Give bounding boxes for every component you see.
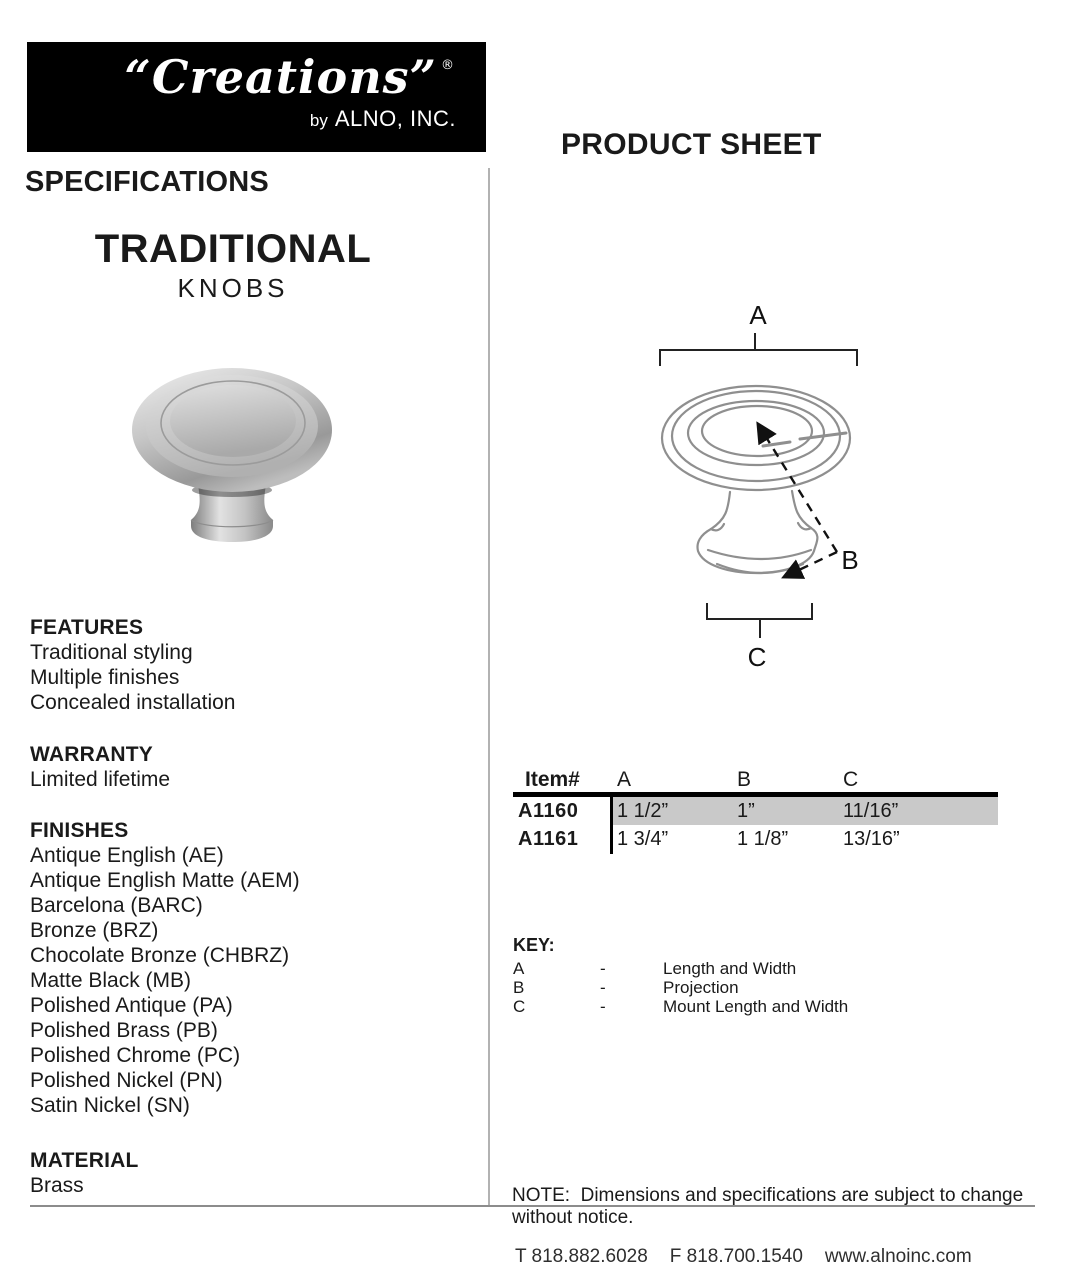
dim-label-c: C	[747, 642, 767, 672]
key-letter: A	[513, 959, 525, 978]
col-header-b: B	[737, 768, 752, 791]
specifications-heading: SPECIFICATIONS	[25, 166, 269, 198]
col-header-c: C	[843, 768, 859, 791]
dim-c-bracket	[707, 603, 812, 638]
registered-trademark-icon: ®	[441, 58, 454, 73]
feature-item: Multiple finishes	[30, 666, 180, 689]
dim-a-value: 1 1/2”	[610, 797, 730, 825]
table-row	[513, 797, 998, 825]
warranty-item: Limited lifetime	[30, 768, 171, 791]
finish-item: Barcelona (BARC)	[30, 894, 203, 917]
key-description: Mount Length and Width	[663, 997, 849, 1016]
key-block	[513, 936, 848, 1016]
logo-byline-by: by	[309, 111, 328, 130]
material-section	[30, 1148, 470, 1198]
footer	[515, 1246, 972, 1268]
material-heading: MATERIAL	[30, 1149, 139, 1172]
warranty-section	[30, 742, 470, 792]
features-heading: FEATURES	[30, 616, 144, 639]
key-separator: -	[600, 959, 606, 978]
title-block	[0, 228, 466, 304]
warranty-heading: WARRANTY	[30, 743, 153, 766]
key-row	[513, 959, 848, 978]
finish-item: Satin Nickel (SN)	[30, 1094, 190, 1117]
footer-phone-t: T 818.882.6028	[515, 1246, 648, 1267]
page-subtitle: KNOBS	[177, 273, 289, 303]
note-text: NOTE: Dimensions and specifications are subject to change without notice.	[512, 1185, 1024, 1228]
dim-a-bracket	[660, 333, 857, 366]
product-sheet-heading: PRODUCT SHEET	[561, 128, 822, 161]
key-description: Projection	[663, 978, 739, 997]
table-body	[513, 797, 998, 853]
feature-item: Concealed installation	[30, 691, 236, 714]
footer-phone-f: F 818.700.1540	[669, 1246, 803, 1267]
logo-brand-line	[124, 48, 454, 106]
page-title: TRADITIONAL	[94, 227, 372, 271]
finishes-section	[30, 818, 470, 1118]
product-photo-knob	[120, 362, 345, 547]
col-header-a: A	[617, 768, 632, 791]
left-column	[30, 615, 470, 1198]
key-row	[513, 978, 848, 997]
vertical-divider	[488, 168, 490, 1206]
logo-brand-text: “Creations”	[124, 50, 437, 104]
logo-byline-company: ALNO, INC.	[334, 106, 456, 131]
key-description: Length and Width	[663, 959, 797, 978]
knob-dimension-diagram	[650, 300, 880, 690]
features-section	[30, 615, 470, 715]
dim-c-value: 11/16”	[836, 797, 998, 825]
finish-item: Antique English Matte (AEM)	[30, 869, 300, 892]
dim-a-value: 1 3/4”	[617, 827, 669, 850]
finish-item: Chocolate Bronze (CHBRZ)	[30, 944, 290, 967]
finish-item: Antique English (AE)	[30, 844, 224, 867]
dim-label-b: B	[841, 545, 859, 575]
finish-item: Polished Antique (PA)	[30, 994, 233, 1017]
knob-face	[170, 385, 296, 457]
key-row	[513, 997, 848, 1016]
finish-item: Polished Brass (PB)	[30, 1019, 218, 1042]
item-number: A1160	[518, 799, 579, 822]
knob-outline	[662, 386, 850, 573]
table-column-divider	[610, 797, 613, 854]
creations-logo	[27, 42, 486, 152]
dim-b-value: 1 1/8”	[737, 827, 789, 850]
finish-item: Polished Chrome (PC)	[30, 1044, 241, 1067]
col-header-item: Item#	[525, 768, 580, 791]
material-item: Brass	[30, 1174, 84, 1197]
key-separator: -	[600, 978, 606, 997]
item-number: A1161	[518, 827, 579, 850]
key-letter: B	[513, 978, 525, 997]
finish-item: Polished Nickel (PN)	[30, 1069, 223, 1092]
dim-b-value: 1”	[730, 797, 836, 825]
dim-label-a: A	[749, 300, 767, 330]
feature-item: Traditional styling	[30, 641, 193, 664]
table-header-row	[513, 768, 998, 792]
finish-item: Bronze (BRZ)	[30, 919, 159, 942]
footer-website: www.alnoinc.com	[824, 1246, 972, 1267]
dim-c-value: 13/16”	[843, 827, 900, 850]
table-row	[513, 825, 998, 853]
key-letter: C	[513, 997, 526, 1016]
key-heading: KEY:	[513, 935, 555, 955]
dimensions-table	[513, 768, 998, 853]
finishes-heading: FINISHES	[30, 819, 129, 842]
finish-item: Matte Black (MB)	[30, 969, 192, 992]
key-separator: -	[600, 997, 606, 1016]
logo-byline	[310, 106, 456, 132]
